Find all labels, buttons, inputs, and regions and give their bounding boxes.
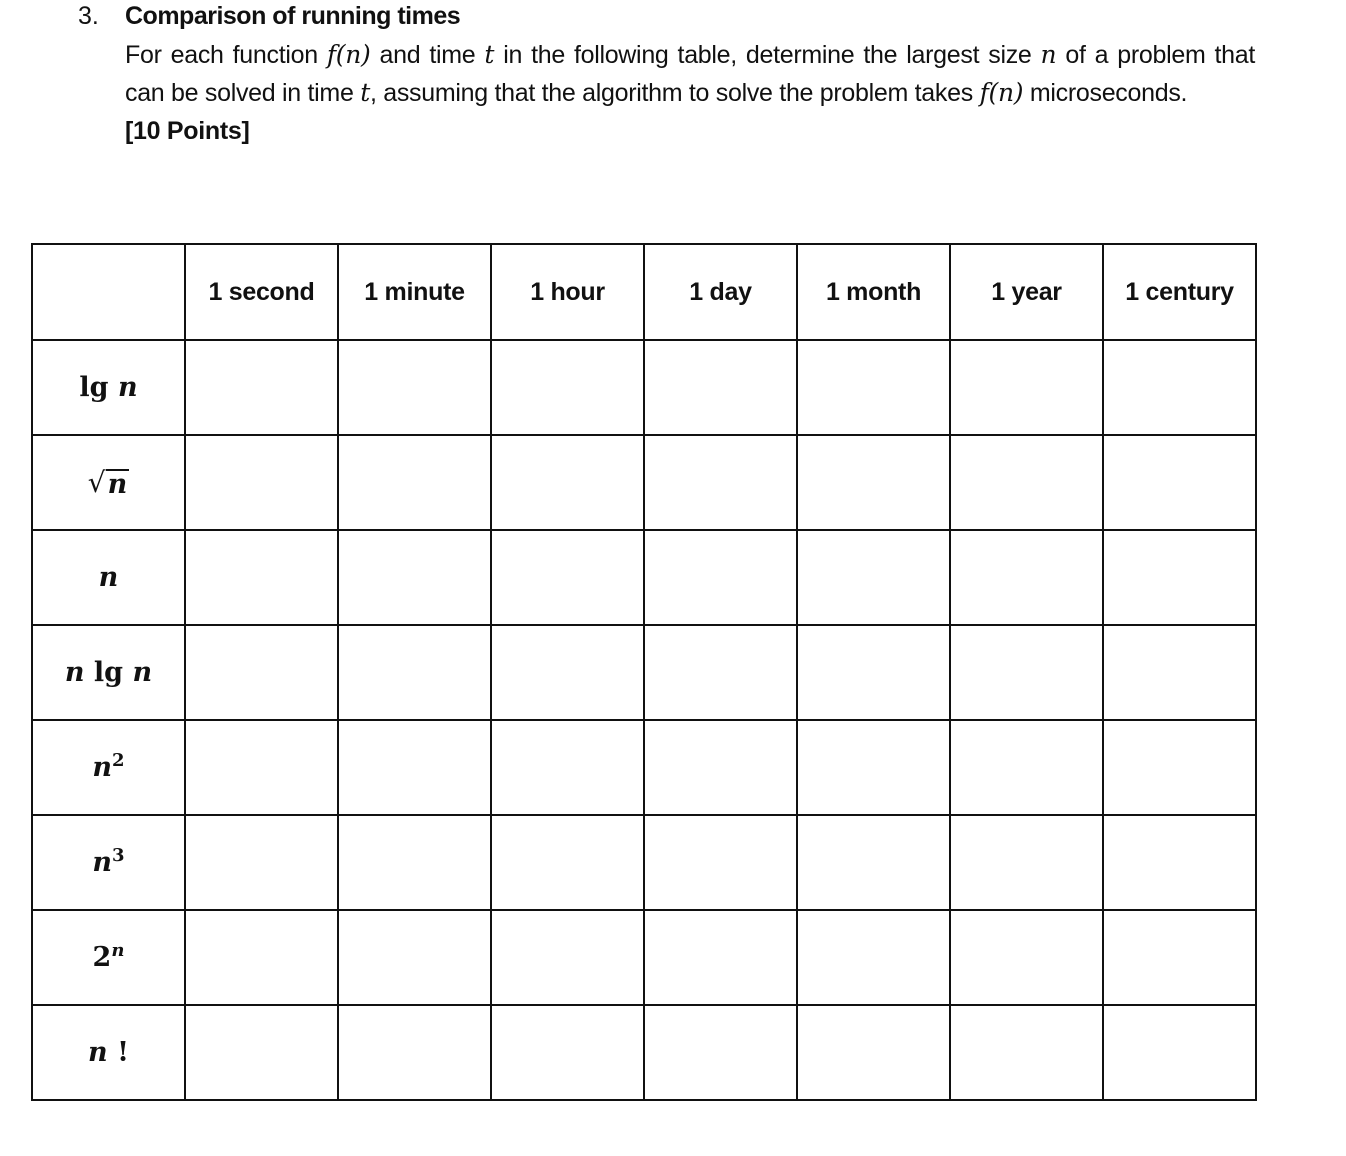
answer-cell[interactable] bbox=[491, 910, 644, 1005]
corner-cell bbox=[32, 244, 185, 340]
answer-cell[interactable] bbox=[797, 340, 950, 435]
answer-cell[interactable] bbox=[644, 910, 797, 1005]
sqrt-sign: √ bbox=[87, 466, 106, 499]
lg-label: lg bbox=[79, 372, 109, 403]
answer-cell[interactable] bbox=[338, 815, 491, 910]
column-header-1-day: 1 day bbox=[644, 244, 797, 340]
answer-cell[interactable] bbox=[1103, 340, 1256, 435]
answer-cell[interactable] bbox=[950, 435, 1103, 530]
answer-cell[interactable] bbox=[950, 1005, 1103, 1100]
answer-cell[interactable] bbox=[185, 815, 338, 910]
answer-cell[interactable] bbox=[950, 530, 1103, 625]
column-header-1-second: 1 second bbox=[185, 244, 338, 340]
column-header-1-year: 1 year bbox=[950, 244, 1103, 340]
math-f-of-n: f(n) bbox=[979, 78, 1024, 107]
answer-cell[interactable] bbox=[950, 815, 1103, 910]
answer-cell[interactable] bbox=[338, 340, 491, 435]
row-header-sqrt-n bbox=[32, 435, 185, 530]
exponent: n bbox=[111, 940, 125, 961]
factorial-sign: ! bbox=[117, 1037, 129, 1068]
question-text-part: in the following table, determine the largest size bbox=[494, 41, 1041, 69]
answer-cell[interactable] bbox=[950, 720, 1103, 815]
table-row bbox=[32, 340, 1256, 435]
answer-cell[interactable] bbox=[950, 910, 1103, 1005]
sqrt-expression bbox=[88, 466, 129, 499]
running-times-table bbox=[31, 243, 1257, 1101]
row-header-2-to-n bbox=[32, 910, 185, 1005]
answer-cell[interactable] bbox=[185, 720, 338, 815]
exponent: 2 bbox=[112, 750, 125, 771]
answer-cell[interactable] bbox=[338, 530, 491, 625]
var-n: n bbox=[98, 562, 119, 593]
answer-cell[interactable] bbox=[491, 1005, 644, 1100]
var-n: n bbox=[107, 469, 128, 500]
base-two: 2 bbox=[92, 942, 112, 973]
answer-cell[interactable] bbox=[644, 530, 797, 625]
table-row bbox=[32, 1005, 1256, 1100]
answer-cell[interactable] bbox=[797, 435, 950, 530]
answer-cell[interactable] bbox=[1103, 815, 1256, 910]
answer-cell[interactable] bbox=[185, 340, 338, 435]
answer-cell[interactable] bbox=[644, 435, 797, 530]
question-text-part: microseconds. bbox=[1023, 79, 1188, 107]
answer-cell[interactable] bbox=[644, 720, 797, 815]
math-t: t bbox=[484, 40, 495, 69]
answer-cell[interactable] bbox=[1103, 1005, 1256, 1100]
answer-cell[interactable] bbox=[185, 530, 338, 625]
math-f-of-n: f(n) bbox=[326, 40, 371, 69]
answer-cell[interactable] bbox=[797, 910, 950, 1005]
answer-cell[interactable] bbox=[797, 815, 950, 910]
answer-cell[interactable] bbox=[1103, 720, 1256, 815]
answer-cell[interactable] bbox=[491, 720, 644, 815]
question-text-part: , assuming that the algorithm to solve the problem takes bbox=[369, 79, 980, 107]
column-header-1-century: 1 century bbox=[1103, 244, 1256, 340]
question-text-part: of a problem that can be solved in time bbox=[125, 41, 1255, 107]
row-header-n-cubed bbox=[32, 815, 185, 910]
row-header-n-squared bbox=[32, 720, 185, 815]
lg-label: lg bbox=[93, 657, 124, 688]
header-row bbox=[32, 244, 1256, 340]
math-n: n bbox=[1040, 40, 1057, 69]
answer-cell[interactable] bbox=[185, 435, 338, 530]
table-row bbox=[32, 530, 1256, 625]
answer-cell[interactable] bbox=[185, 625, 338, 720]
answer-cell[interactable] bbox=[338, 1005, 491, 1100]
table-row bbox=[32, 625, 1256, 720]
column-header-1-month: 1 month bbox=[797, 244, 950, 340]
answer-cell[interactable] bbox=[644, 815, 797, 910]
answer-cell[interactable] bbox=[1103, 625, 1256, 720]
var-n: n bbox=[92, 752, 113, 783]
answer-cell[interactable] bbox=[797, 530, 950, 625]
answer-cell[interactable] bbox=[797, 1005, 950, 1100]
row-header-lg-n bbox=[32, 340, 185, 435]
answer-cell[interactable] bbox=[1103, 530, 1256, 625]
answer-cell[interactable] bbox=[491, 625, 644, 720]
answer-cell[interactable] bbox=[491, 815, 644, 910]
question-text-part: and time bbox=[370, 41, 485, 69]
answer-cell[interactable] bbox=[338, 910, 491, 1005]
answer-cell[interactable] bbox=[644, 1005, 797, 1100]
table-row bbox=[32, 910, 1256, 1005]
answer-cell[interactable] bbox=[185, 910, 338, 1005]
var-n: n bbox=[64, 657, 85, 688]
question-title: Comparison of running times bbox=[125, 2, 461, 30]
question-text bbox=[125, 36, 1255, 112]
var-n: n bbox=[88, 1037, 108, 1068]
row-header-n bbox=[32, 530, 185, 625]
answer-cell[interactable] bbox=[491, 530, 644, 625]
row-header-n-lg-n bbox=[32, 625, 185, 720]
answer-cell[interactable] bbox=[338, 435, 491, 530]
question-number: 3. bbox=[78, 2, 99, 30]
exponent: 3 bbox=[112, 845, 125, 866]
answer-cell[interactable] bbox=[338, 625, 491, 720]
column-header-1-minute: 1 minute bbox=[338, 244, 491, 340]
table-row bbox=[32, 435, 1256, 530]
answer-cell[interactable] bbox=[491, 435, 644, 530]
answer-cell[interactable] bbox=[950, 340, 1103, 435]
answer-cell[interactable] bbox=[644, 340, 797, 435]
question-text-part: For each function bbox=[125, 41, 327, 69]
answer-cell[interactable] bbox=[1103, 910, 1256, 1005]
answer-cell[interactable] bbox=[185, 1005, 338, 1100]
table-row bbox=[32, 720, 1256, 815]
points-label: [10 Points] bbox=[125, 117, 250, 145]
row-header-n-factorial bbox=[32, 1005, 185, 1100]
answer-cell[interactable] bbox=[644, 625, 797, 720]
answer-cell[interactable] bbox=[950, 625, 1103, 720]
question-block bbox=[125, 0, 1255, 150]
answer-cell[interactable] bbox=[1103, 435, 1256, 530]
column-header-1-hour: 1 hour bbox=[491, 244, 644, 340]
math-t: t bbox=[360, 78, 370, 107]
var-n: n bbox=[117, 372, 138, 403]
answer-cell[interactable] bbox=[338, 720, 491, 815]
var-n: n bbox=[92, 847, 113, 878]
answer-cell[interactable] bbox=[797, 625, 950, 720]
answer-cell[interactable] bbox=[491, 340, 644, 435]
var-n: n bbox=[132, 657, 153, 688]
table-row bbox=[32, 815, 1256, 910]
answer-cell[interactable] bbox=[797, 720, 950, 815]
